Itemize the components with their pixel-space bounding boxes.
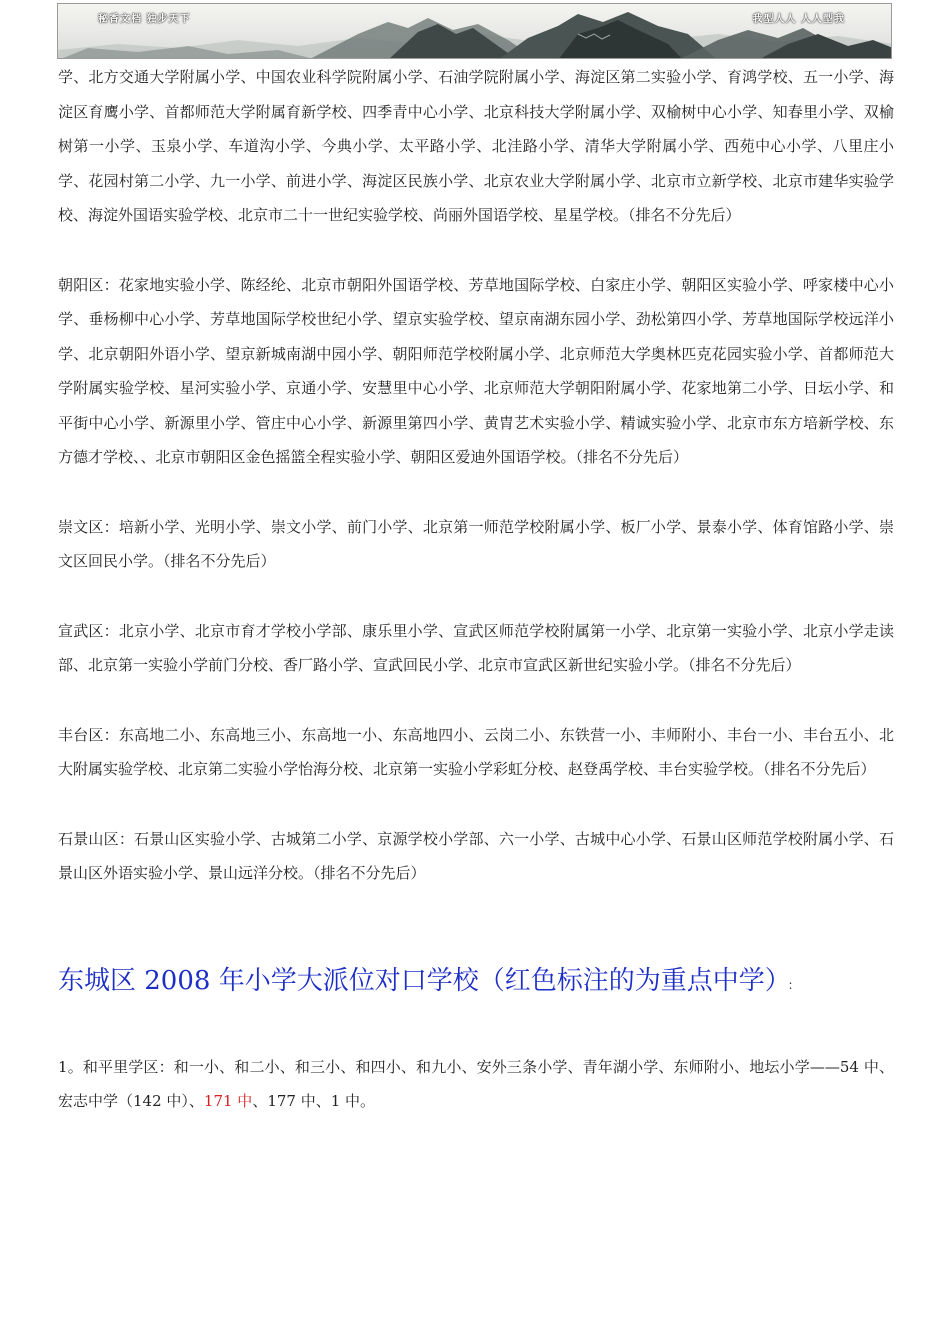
banner-slogan-left: 秘香文档 独步天下 [98, 14, 191, 25]
paragraph-xuanwu: 宣武区：北京小学、北京市育才学校小学部、康乐里小学、宣武区师范学校附属第一小学、北京第一实验小学、北京小学走读部、北京第一实验小学前门分校、香厂路小学、宣武回民小学、北京市宣武区新世纪实验小学。（排名不分先后） [58, 621, 894, 674]
list-item-text-2: 、177 中、1 中。 [252, 1092, 376, 1110]
document-body [58, 60, 894, 1119]
section-heading [58, 961, 894, 1005]
section-heading-colon: ： [787, 977, 800, 992]
highlighted-school: 171 中 [203, 1092, 253, 1110]
paragraph-haidian-continued: 学、北方交通大学附属小学、中国农业科学院附属小学、石油学院附属小学、海淀区第二实验小学、育鸿学校、五一小学、海淀区育鹰小学、首都师范大学附属育新学校、四季青中心小学、北京科技大学附属小学、双榆树中心小学、知春里小学、双榆树第一小学、玉泉小学、车道沟小学、今典小学、太平路小学、北洼路小学、清华大学附属小学、西苑中心小学、八里庄小学、花园村第二小学、九一小学、前进小学、海淀区民族小学、北京农业大学附属小学、北京市立新学校、北京市建华实验学校、海淀外国语实验学校、北京市二十一世纪实验学校、尚丽外国语学校、星星学校。（排名不分先后） [58, 68, 894, 224]
paragraph-fengtai: 丰台区：东高地二小、东高地三小、东高地一小、东高地四小、云岗二小、东铁营一小、丰师附小、丰台一小、丰台五小、北大附属实验学校、北京第二实验小学怡海分校、北京第一实验小学彩虹分校、赵登禹学校、丰台实验学校。（排名不分先后） [58, 725, 894, 778]
paragraph-chaoyang: 朝阳区：花家地实验小学、陈经纶、北京市朝阳外国语学校、芳草地国际学校、白家庄小学、朝阳区实验小学、呼家楼中心小学、垂杨柳中心小学、芳草地国际学校世纪小学、望京实验学校、望京南湖东园小学、劲松第四小学、芳草地国际学校远洋小学、北京朝阳外语小学、望京新城南湖中园小学、朝阳师范学校附属小学、北京师范大学奥林匹克花园实验小学、首都师范大学附属实验学校、星河实验小学、京通小学、安慧里中心小学、北京师范大学朝阳附属小学、花家地第二小学、日坛小学、和平街中心小学、新源里小学、管庄中心小学、新源里第四小学、黄胄艺术实验小学、精诚实验小学、北京市东方培新学校、东方德才学校、、北京市朝阳区金色摇篮全程实验小学、朝阳区爱迪外国语学校。（排名不分先后） [58, 275, 894, 466]
list-item-text-1: 1。和平里学区：和一小、和二小、和三小、和四小、和九小、安外三条小学、青年湖小学、东师附小、地坛小学——54 中、宏志中学（142 中）、 [58, 1057, 894, 1110]
paragraph-shijingshan: 石景山区：石景山区实验小学、古城第二小学、京源学校小学部、六一小学、古城中心小学、石景山区师范学校附属小学、石景山区外语实验小学、景山远洋分校。（排名不分先后） [58, 829, 894, 882]
list-item-hepingli [58, 1050, 894, 1119]
banner-slogan-right: 我型人人 人人型我 [752, 14, 845, 25]
paragraph-chongwen: 崇文区：培新小学、光明小学、崇文小学、前门小学、北京第一师范学校附属小学、板厂小学、景泰小学、体育馆路小学、崇文区回民小学。（排名不分先后） [58, 517, 894, 570]
header-banner [57, 3, 892, 59]
section-heading-text: 东城区 2008 年小学大派位对口学校（红色标注的为重点中学） [58, 965, 778, 996]
